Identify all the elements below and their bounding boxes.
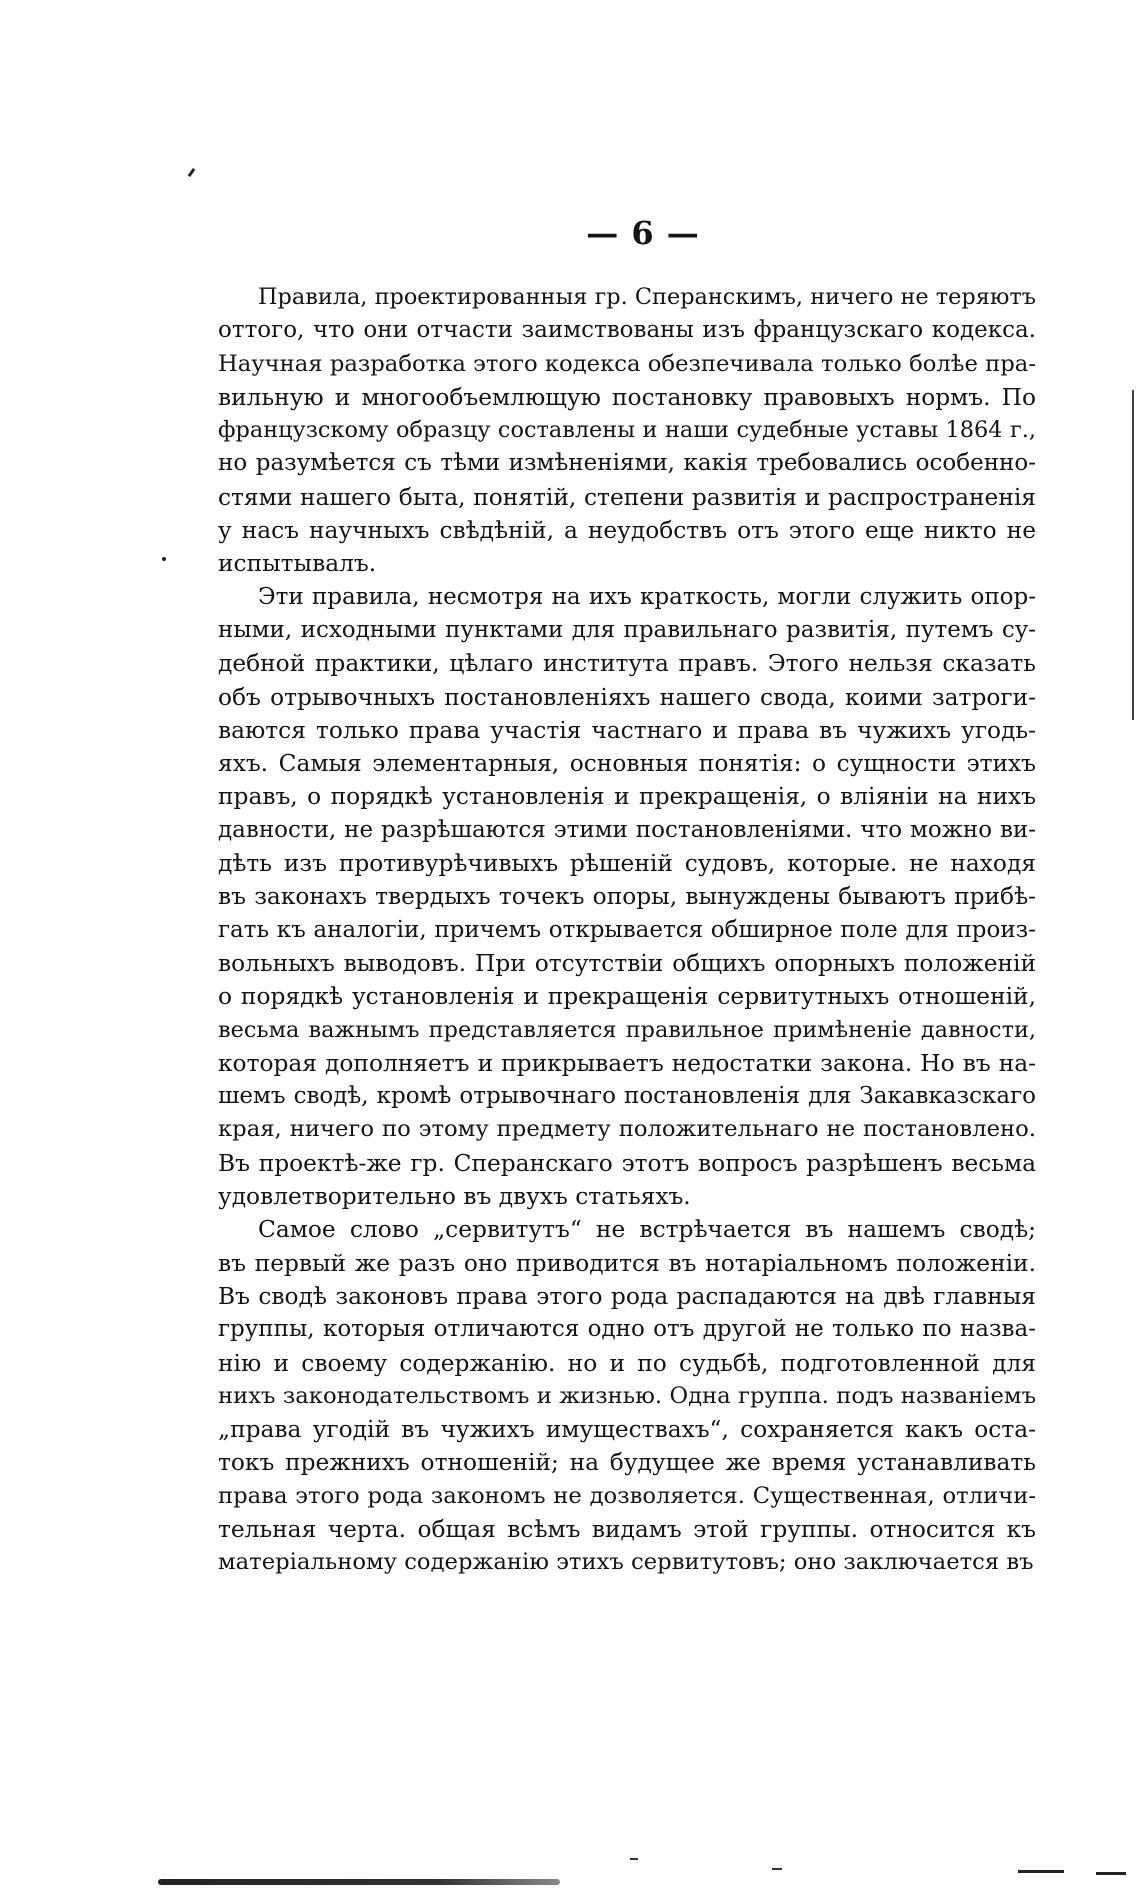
text-line: „права угодій въ чужихъ имуществахъ“, сохраняется какъ оста-: [218, 1416, 1036, 1444]
text-line: вильную и многообъемлющую постановку правовыхъ нормъ. По: [218, 383, 1036, 411]
text-line: токъ прежнихъ отношеній; на будущее же время устанавливать: [218, 1449, 1036, 1477]
text-line: французскому образцу составлены и наши судебные уставы 1864 г.,: [218, 417, 1036, 444]
paragraph: [218, 281, 1036, 581]
bottom-scan-artifact: [772, 1868, 782, 1870]
bottom-scan-artifact: [158, 1879, 560, 1885]
text-line: весьма важнымъ представляется правильное примѣненіе давности,: [218, 1016, 1036, 1043]
text-line: испытывалъ.: [218, 550, 377, 578]
text-line: ными, исходными пунктами для правильнаго развитія, путемъ су-: [218, 616, 1036, 643]
ink-speck: [162, 557, 166, 561]
text-line: Научная разработка этого кодекса обезпечивала только болѣе пра-: [218, 350, 1036, 377]
text-line: гать къ аналогіи, причемъ открывается обширное поле для произ-: [218, 916, 1036, 943]
text-line: группы, которыя отличаются одно отъ другой не только по назва-: [218, 1316, 1036, 1343]
ink-speck: [188, 168, 196, 177]
text-line: въ законахъ твердыхъ точекъ опоры, вынуждены бываютъ прибѣ-: [218, 883, 1036, 911]
text-line: въ первый же разъ оно приводится въ нотаріальномъ положеніи.: [218, 1249, 1036, 1277]
text-line: Въ сводѣ законовъ права этого рода распадаются на двѣ главныя: [218, 1282, 1036, 1310]
body-text: [218, 281, 1036, 1580]
text-line: дебной практики, цѣлаго института правъ. Этого нельзя сказать: [218, 650, 1036, 678]
page-edge-shadow: [1132, 390, 1134, 720]
text-line: тельная черта. общая всѣмъ видамъ этой группы. относится къ: [218, 1515, 1036, 1543]
bottom-scan-artifact: [1018, 1870, 1064, 1873]
text-line: яхъ. Самыя элементарныя, основныя понятія: о сущности этихъ: [218, 750, 1036, 778]
text-line: Эти правила, несмотря на ихъ краткость, могли служить опор-: [258, 583, 1036, 610]
bottom-scan-artifact: [630, 1858, 638, 1860]
text-line: нихъ законодательствомъ и жизнью. Одна группа. подъ названіемъ: [218, 1382, 1036, 1409]
text-line: правъ, о порядкѣ установленія и прекращенія, о вліяніи на нихъ: [218, 783, 1036, 811]
text-line: стями нашего быта, понятій, степени развитія и распространенія: [218, 483, 1036, 511]
text-line: вольныхъ выводовъ. При отсутствіи общихъ опорныхъ положеній: [218, 949, 1036, 977]
text-line: края, ничего по этому предмету положительнаго не постановлено.: [218, 1116, 1036, 1143]
paragraph: [218, 1213, 1036, 1579]
text-line: Въ проектѣ-же гр. Сперанскаго этотъ вопросъ разрѣшенъ весьма: [218, 1149, 1036, 1177]
text-line: давности, не разрѣшаются этими постановленіями. что можно ви-: [218, 816, 1036, 843]
text-line: ваются только права участія частнаго и права въ чужихъ угодь-: [218, 716, 1036, 744]
text-line: шемъ сводѣ, кромѣ отрывочнаго постановленія для Закавказскаго: [218, 1083, 1036, 1110]
text-line: Самое слово „сервитутъ“ не встрѣчается въ нашемъ сводѣ;: [258, 1216, 1036, 1244]
text-line: нію и своему содержанію. но и по судьбѣ, подготовленной для: [218, 1349, 1036, 1377]
text-line: оттого, что они отчасти заимствованы изъ французскаго кодекса.: [218, 317, 1036, 344]
text-line: но разумѣется съ тѣми измѣненіями, какія требовались особенно-: [218, 450, 1036, 477]
text-line: которая дополняетъ и прикрываетъ недостатки закона. Но въ на-: [218, 1049, 1036, 1077]
text-line: матеріальному содержанію этихъ сервитутовъ; оно заключается въ: [218, 1549, 1034, 1576]
text-line: объ отрывочныхъ постановленіяхъ нашего свода, коими затроги-: [218, 683, 1036, 711]
paragraph: [218, 581, 1036, 1214]
text-line: права этого рода закономъ не дозволяется. Существенная, отличи-: [218, 1482, 1036, 1509]
text-line: Правила, проектированныя гр. Сперанскимъ, ничего не теряютъ: [258, 284, 1036, 310]
text-line: у насъ научныхъ свѣдѣній, а неудобствъ отъ этого еще никто не: [218, 517, 1036, 545]
text-line: дѣть изъ противурѣчивыхъ рѣшеній судовъ, которые. не находя: [218, 850, 1036, 878]
text-line: о порядкѣ установленія и прекращенія сервитутныхъ отношеній,: [218, 983, 1036, 1011]
text-line: удовлетворительно въ двухъ статьяхъ.: [218, 1183, 691, 1211]
bottom-scan-artifact: [1096, 1872, 1126, 1875]
page-number: — 6 —: [586, 214, 700, 252]
